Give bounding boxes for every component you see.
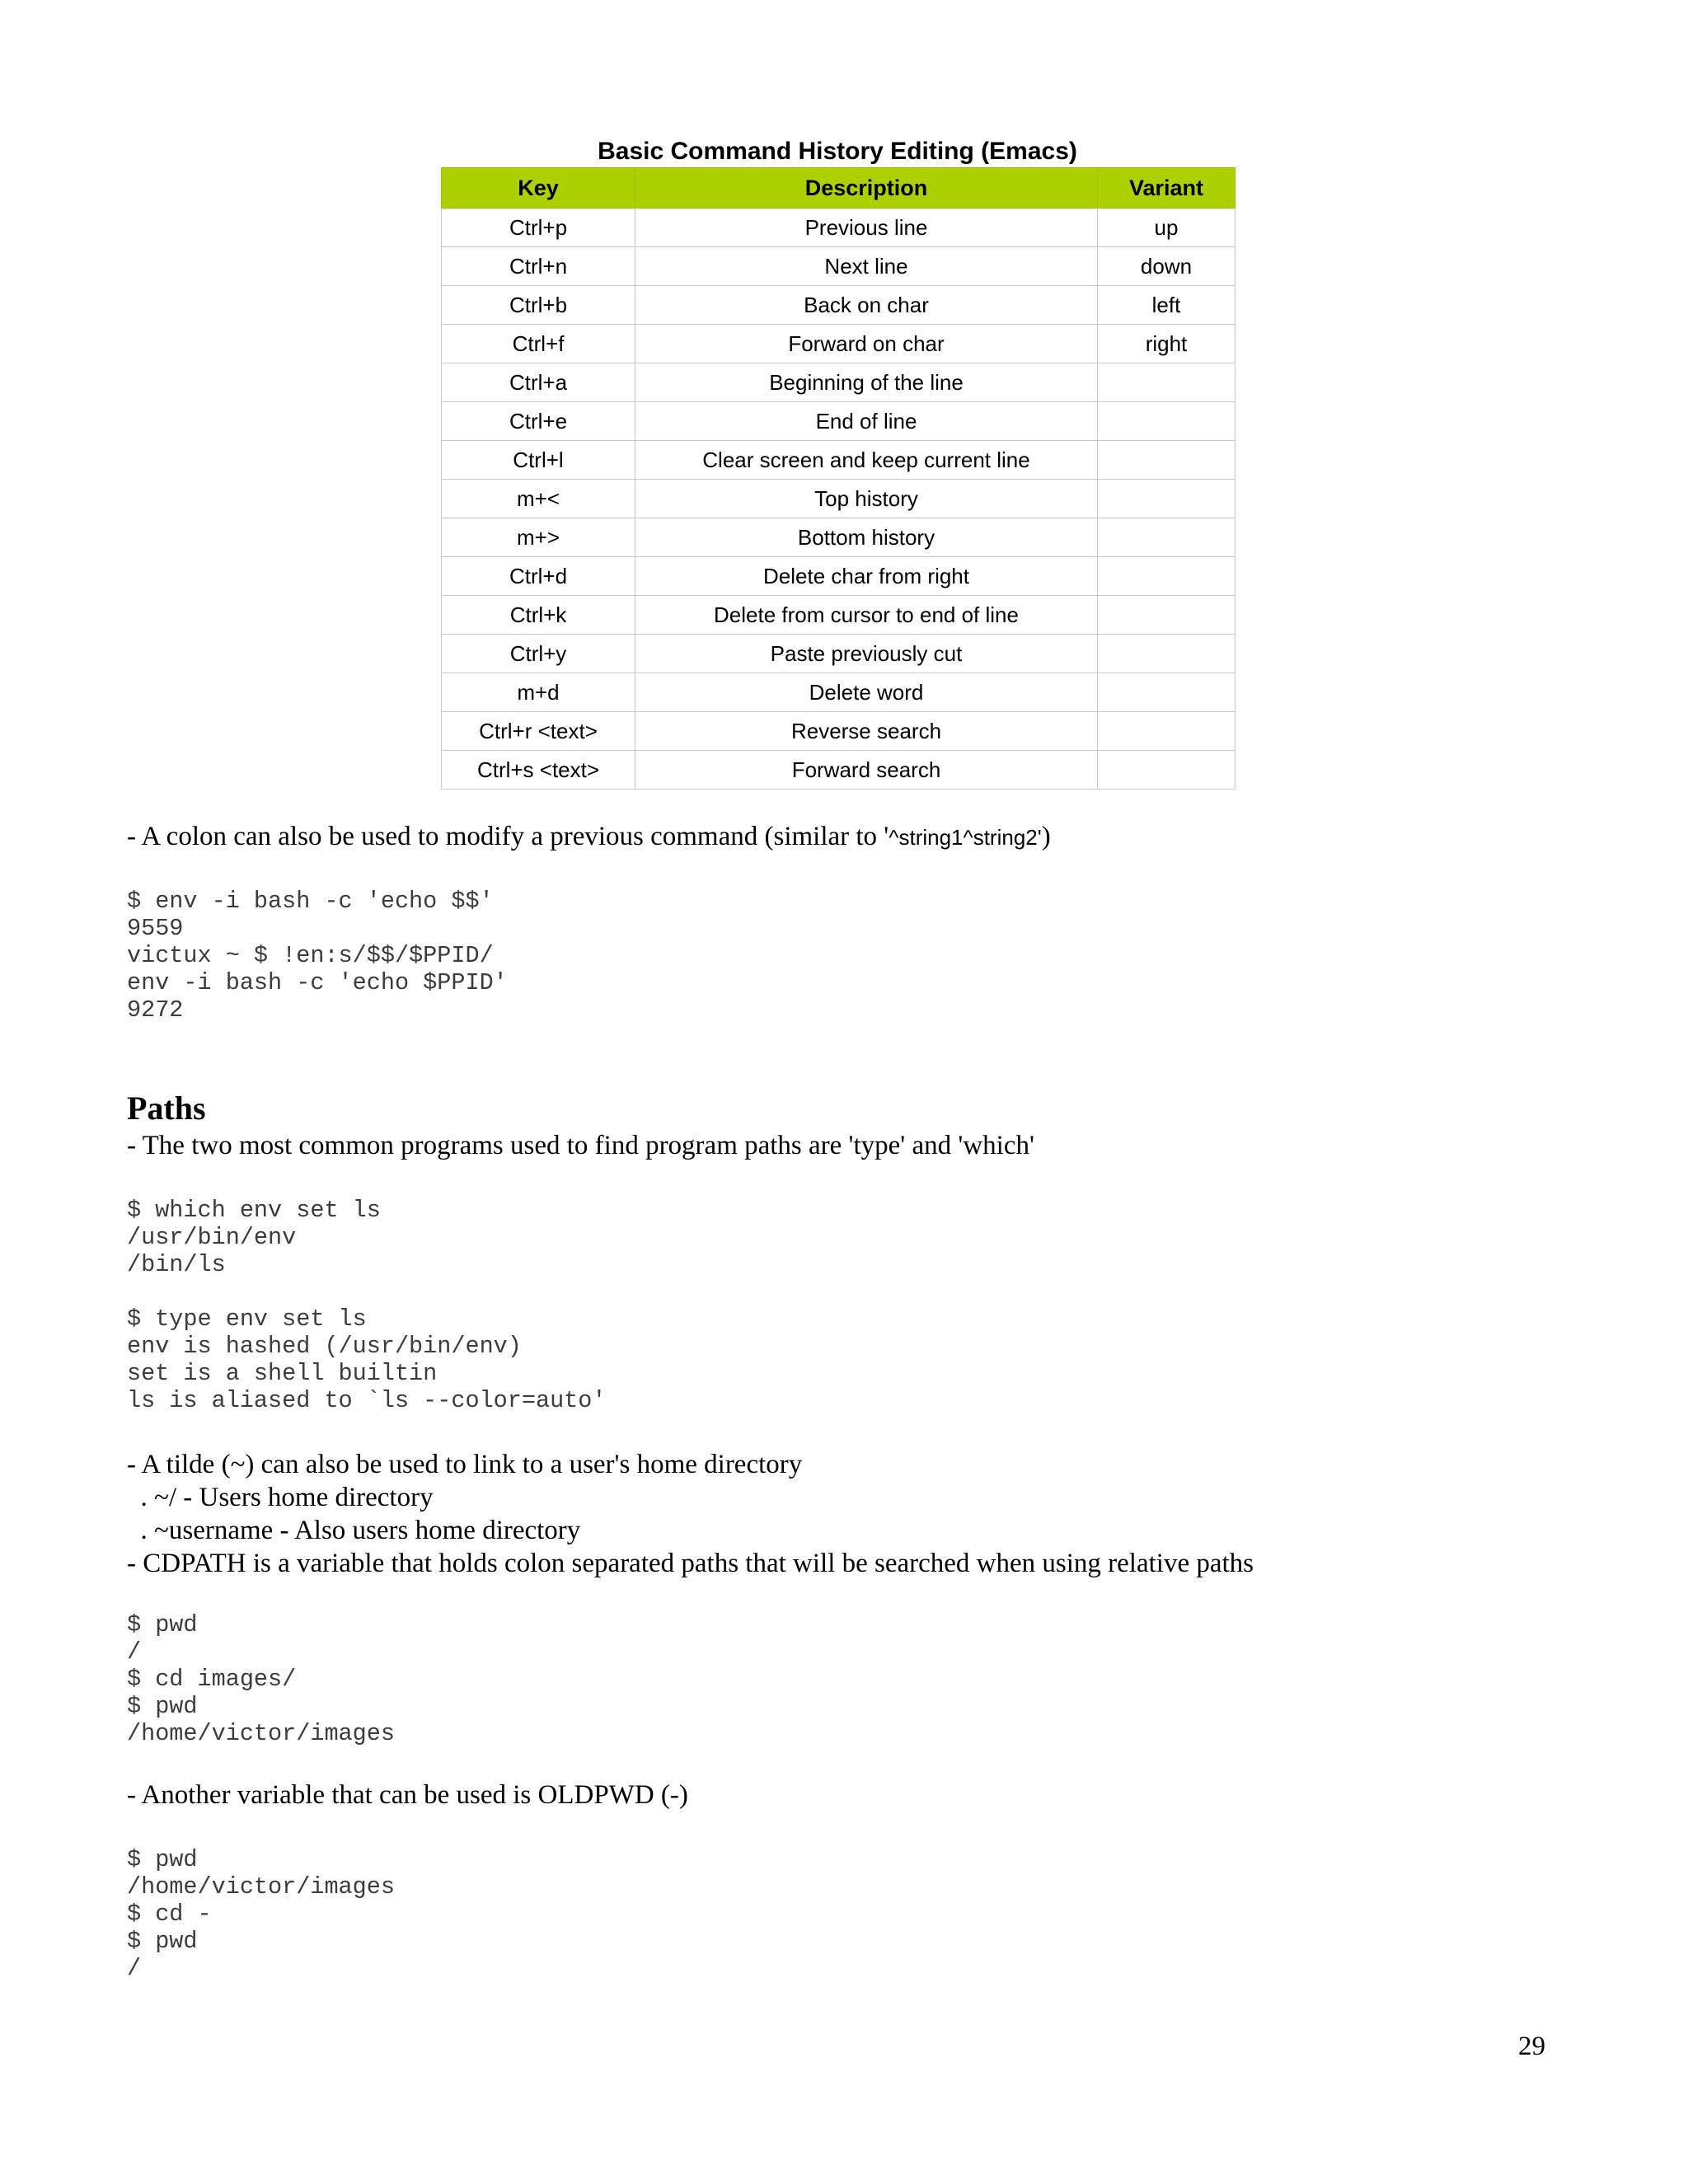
code-line: $ pwd xyxy=(127,1846,198,1873)
code-line: $ pwd xyxy=(127,1693,198,1720)
cell-variant: left xyxy=(1098,286,1236,325)
code-line: /usr/bin/env xyxy=(127,1224,297,1251)
cell-description: Back on char xyxy=(635,286,1098,325)
page-number: 29 xyxy=(1518,2032,1545,2061)
code-block-colon xyxy=(127,888,508,1024)
code-line: /home/victor/images xyxy=(127,1873,395,1900)
code-line: env -i bash -c 'echo $PPID' xyxy=(127,969,508,996)
cell-description: Clear screen and keep current line xyxy=(635,441,1098,480)
cell-variant: up xyxy=(1098,209,1236,247)
code-line: /home/victor/images xyxy=(127,1720,395,1747)
table-caption: Basic Command History Editing (Emacs) xyxy=(598,138,1077,165)
text-line: . ~username - Also users home directory xyxy=(127,1516,581,1545)
cell-variant: right xyxy=(1098,325,1236,363)
cell-description: Reverse search xyxy=(635,712,1098,751)
cell-variant xyxy=(1098,441,1236,480)
cell-key: Ctrl+y xyxy=(442,635,635,673)
colon-note-paragraph xyxy=(127,820,1051,854)
cell-variant xyxy=(1098,596,1236,635)
code-line: $ type env set ls xyxy=(127,1305,367,1333)
cell-description: Top history xyxy=(635,480,1098,518)
cell-variant xyxy=(1098,712,1236,751)
code-line: 9272 xyxy=(127,996,184,1024)
cell-key: Ctrl+k xyxy=(442,596,635,635)
cell-key: Ctrl+s <text> xyxy=(442,751,635,790)
table-row xyxy=(442,557,1236,596)
code-line: ls is aliased to `ls --color=auto' xyxy=(127,1387,607,1414)
cell-key: m+< xyxy=(442,480,635,518)
cell-variant xyxy=(1098,751,1236,790)
header-key: Key xyxy=(442,168,635,209)
table-row xyxy=(442,325,1236,363)
cell-key: Ctrl+f xyxy=(442,325,635,363)
tilde-cdpath-paragraph xyxy=(127,1448,1254,1580)
table-row xyxy=(442,751,1236,790)
code-line: $ cd images/ xyxy=(127,1666,297,1693)
code-block-which-type xyxy=(127,1197,607,1414)
table-header-row xyxy=(442,168,1236,209)
cell-key: Ctrl+e xyxy=(442,402,635,441)
header-variant: Variant xyxy=(1098,168,1236,209)
cell-description: Bottom history xyxy=(635,518,1098,557)
table-row xyxy=(442,518,1236,557)
cell-key: Ctrl+b xyxy=(442,286,635,325)
table-row xyxy=(442,635,1236,673)
cell-key: Ctrl+l xyxy=(442,441,635,480)
cell-description: Delete char from right xyxy=(635,557,1098,596)
table-row xyxy=(442,673,1236,712)
colon-note-inline-code: ^string1^string2' xyxy=(889,825,1042,850)
cell-description: End of line xyxy=(635,402,1098,441)
cell-description: Paste previously cut xyxy=(635,635,1098,673)
table-row xyxy=(442,441,1236,480)
table-row xyxy=(442,402,1236,441)
text-line: - A tilde (~) can also be used to link to a user's home directory xyxy=(127,1450,803,1479)
code-line: $ pwd xyxy=(127,1611,198,1638)
table-row xyxy=(442,247,1236,286)
cell-description: Beginning of the line xyxy=(635,363,1098,402)
header-description: Description xyxy=(635,168,1098,209)
code-line: $ cd - xyxy=(127,1900,212,1928)
section-heading-paths: Paths xyxy=(127,1090,206,1127)
history-editing-table xyxy=(441,167,1236,790)
table-row xyxy=(442,596,1236,635)
cell-variant xyxy=(1098,518,1236,557)
code-line: victux ~ $ !en:s/$$/$PPID/ xyxy=(127,942,494,969)
code-line: $ pwd xyxy=(127,1928,198,1955)
cell-variant xyxy=(1098,480,1236,518)
cell-variant xyxy=(1098,673,1236,712)
code-line: 9559 xyxy=(127,915,184,942)
cell-key: m+d xyxy=(442,673,635,712)
code-line: $ which env set ls xyxy=(127,1197,381,1224)
cell-description: Forward on char xyxy=(635,325,1098,363)
code-line: $ env -i bash -c 'echo $$' xyxy=(127,888,494,915)
cell-key: m+> xyxy=(442,518,635,557)
code-block-cdpath xyxy=(127,1611,395,1747)
cell-variant: down xyxy=(1098,247,1236,286)
cell-key: Ctrl+d xyxy=(442,557,635,596)
code-line: / xyxy=(127,1638,142,1666)
cell-description: Previous line xyxy=(635,209,1098,247)
code-line: /bin/ls xyxy=(127,1251,226,1278)
cell-description: Delete from cursor to end of line xyxy=(635,596,1098,635)
table-row xyxy=(442,209,1236,247)
oldpwd-paragraph: - Another variable that can be used is OLDPWD (-) xyxy=(127,1780,688,1810)
table-row xyxy=(442,480,1236,518)
cell-key: Ctrl+r <text> xyxy=(442,712,635,751)
text-line: . ~/ - Users home directory xyxy=(127,1483,434,1512)
cell-description: Delete word xyxy=(635,673,1098,712)
cell-description: Forward search xyxy=(635,751,1098,790)
cell-variant xyxy=(1098,363,1236,402)
cell-variant xyxy=(1098,402,1236,441)
cell-variant xyxy=(1098,557,1236,596)
table-row xyxy=(442,712,1236,751)
cell-variant xyxy=(1098,635,1236,673)
cell-key: Ctrl+n xyxy=(442,247,635,286)
code-line: env is hashed (/usr/bin/env) xyxy=(127,1333,522,1360)
table-row xyxy=(442,363,1236,402)
code-line: / xyxy=(127,1955,142,1982)
code-line xyxy=(127,1278,607,1305)
cell-description: Next line xyxy=(635,247,1098,286)
colon-note-closing: ) xyxy=(1041,822,1051,851)
colon-note-text: - A colon can also be used to modify a previous command (similar to ' xyxy=(127,822,889,851)
table-row xyxy=(442,286,1236,325)
cell-key: Ctrl+p xyxy=(442,209,635,247)
text-line: - CDPATH is a variable that holds colon separated paths that will be searched when using relative paths xyxy=(127,1549,1254,1578)
paths-intro: - The two most common programs used to find program paths are 'type' and 'which' xyxy=(127,1131,1034,1160)
code-line: set is a shell builtin xyxy=(127,1360,438,1387)
code-block-oldpwd xyxy=(127,1846,395,1982)
cell-key: Ctrl+a xyxy=(442,363,635,402)
